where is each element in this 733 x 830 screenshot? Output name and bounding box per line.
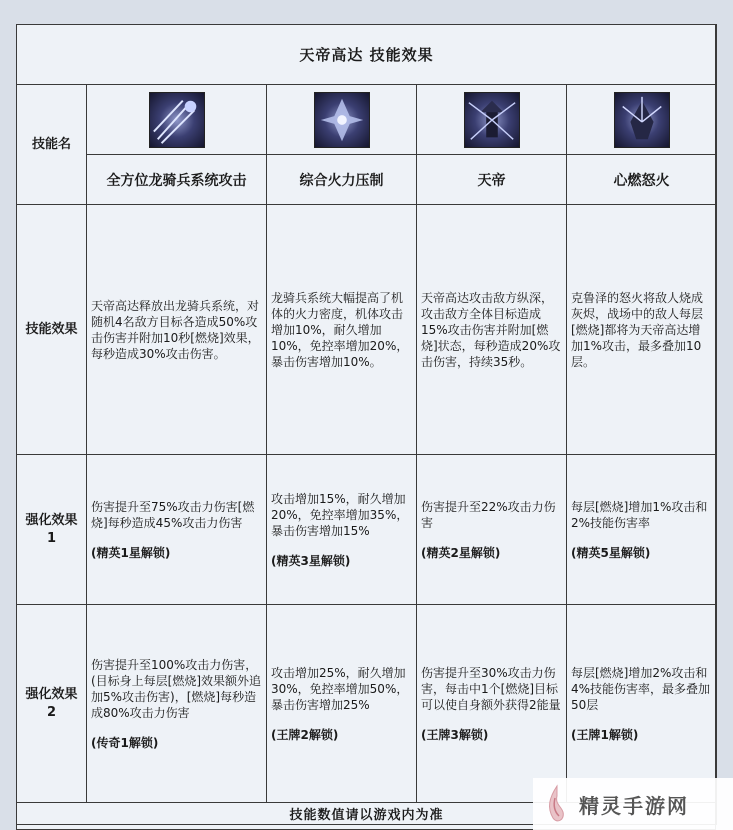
enhance-1-unlock-1: (精英1星解锁) [91, 545, 171, 560]
enhance-1-unlock-4: (精英5星解锁) [571, 545, 651, 560]
enhance-1-cell-3 [417, 455, 567, 605]
row-label-enhance-1-text: 强化效果 [25, 512, 78, 528]
enhance-1-text-3: 伤害提升至22%攻击力伤害 [421, 499, 556, 530]
enhance-2-cell-2 [267, 605, 417, 803]
enhance-1-cell-1 [87, 455, 267, 605]
site-watermark [533, 778, 733, 830]
table-footer-note: 技能数值请以游戏内为准 [17, 803, 717, 825]
watermark-text: 精灵手游网 [579, 793, 689, 818]
firepower-icon [314, 92, 370, 148]
skill-name-4: 心燃怒火 [567, 155, 717, 205]
row-label-enhance-1 [17, 455, 87, 605]
skill-effect-4: 克鲁泽的怒火将敌人烧成灰烬，战场中的敌人每层[燃烧]都将为天帝高达增加1%攻击，最多叠加10层。 [567, 205, 717, 455]
enhance-1-text-2: 攻击增加15%，耐久增加20%，免控率增加35%，暴击伤害增加15% [271, 491, 409, 538]
row-label-skill-effect: 技能效果 [17, 205, 87, 455]
skill-icon-cell-2 [267, 85, 417, 155]
enhance-2-unlock-3: (王牌3解锁) [421, 727, 489, 742]
enhance-1-text-4: 每层[燃烧]增加1%攻击和2%技能伤害率 [571, 499, 708, 530]
skill-name-1: 全方位龙骑兵系统攻击 [87, 155, 267, 205]
enhance-1-cell-2 [267, 455, 417, 605]
enhance-2-text-3: 伤害提升至30%攻击力伤害，每击中1个[燃烧]目标可以使自身额外获得2能量 [421, 665, 561, 712]
row-label-enhance-1-num: 1 [46, 530, 57, 546]
enhance-2-text-1: 伤害提升至100%攻击力伤害，(目标身上每层[燃烧]效果额外追加5%攻击伤害)，[燃烧]每秒造成80%攻击力伤害 [91, 657, 262, 720]
enhance-2-cell-1 [87, 605, 267, 803]
site-logo-icon [543, 784, 571, 824]
flame-rage-icon [614, 92, 670, 148]
row-label-enhance-2-num: 2 [46, 704, 57, 720]
skill-name-2: 综合火力压制 [267, 155, 417, 205]
table-title: 天帝高达 技能效果 [17, 25, 717, 85]
enhance-1-unlock-3: (精英2星解锁) [421, 545, 501, 560]
enhance-1-text-1: 伤害提升至75%攻击力伤害[燃烧]每秒造成45%攻击力伤害 [91, 499, 255, 530]
enhance-2-cell-4 [567, 605, 717, 803]
row-label-skill-name: 技能名 [17, 85, 87, 205]
emperor-icon [464, 92, 520, 148]
enhance-1-cell-4 [567, 455, 717, 605]
skill-table [16, 24, 717, 825]
skill-name-3: 天帝 [417, 155, 567, 205]
dragoon-burst-icon [149, 92, 205, 148]
skill-effect-1: 天帝高达释放出龙骑兵系统，对随机4名敌方目标各造成50%攻击伤害并附加10秒[燃烧]效果，每秒造成30%攻击伤害。 [87, 205, 267, 455]
skill-icon-cell-1 [87, 85, 267, 155]
row-label-enhance-2-text: 强化效果 [25, 686, 78, 702]
skill-icon-cell-3 [417, 85, 567, 155]
skill-icon-cell-4 [567, 85, 717, 155]
skill-effect-2: 龙骑兵系统大幅提高了机体的火力密度，机体攻击增加10%，耐久增加10%，免控率增加20%，暴击伤害增加10%。 [267, 205, 417, 455]
enhance-2-unlock-4: (王牌1解锁) [571, 727, 639, 742]
skill-table-sheet [16, 24, 716, 830]
enhance-2-text-4: 每层[燃烧]增加2%攻击和4%技能伤害率，最多叠加50层 [571, 665, 711, 712]
skill-effect-3: 天帝高达攻击敌方纵深，攻击敌方全体目标造成15%攻击伤害并附加[燃烧]状态，每秒造成20%攻击伤害，持续35秒。 [417, 205, 567, 455]
enhance-1-unlock-2: (精英3星解锁) [271, 553, 351, 568]
enhance-2-text-2: 攻击增加25%，耐久增加30%，免控率增加50%，暴击伤害增加25% [271, 665, 409, 712]
row-label-enhance-2 [17, 605, 87, 803]
enhance-2-cell-3 [417, 605, 567, 803]
enhance-2-unlock-1: (传奇1解锁) [91, 735, 159, 750]
enhance-2-unlock-2: (王牌2解锁) [271, 727, 339, 742]
